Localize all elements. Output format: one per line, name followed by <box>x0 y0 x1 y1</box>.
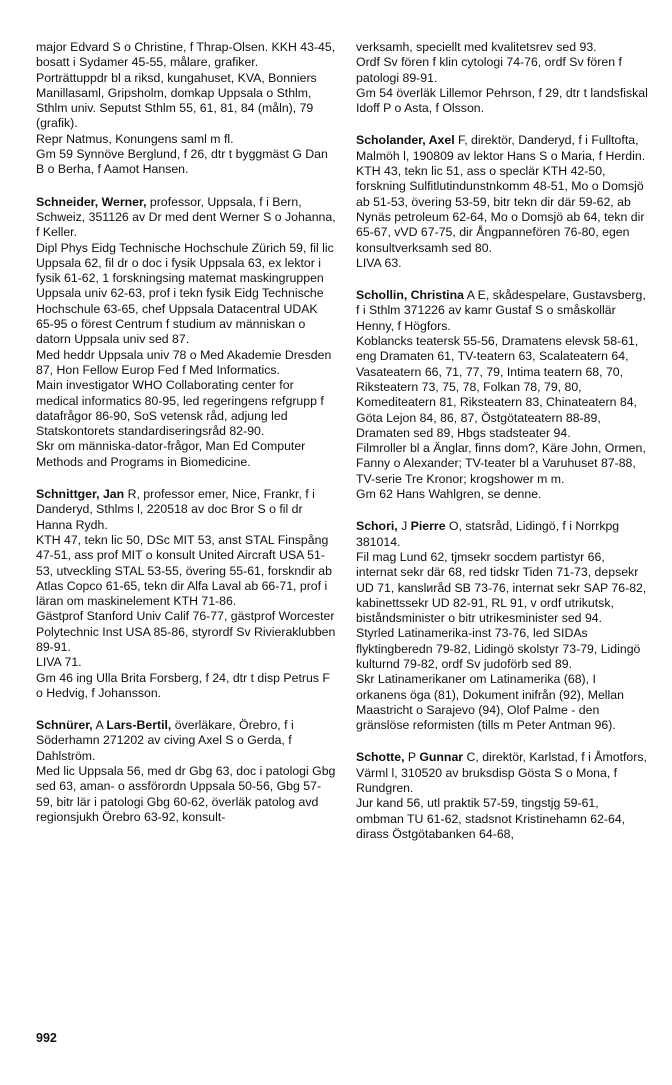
entry-name: Lars-Bertil, <box>106 718 172 733</box>
entry-name: Schnittger, Jan <box>36 487 125 502</box>
text-paragraph: Fil mag Lund 62, tjmsekr socdem partistyr 66, internat sekr där 68, red tidskr Tiden 71-73, depsekr UD 71, kanslиråd SB 73-76, internat sekr SAP 76-82, kabinettssekr UD 82-91, RL 91, v ordf utrikutsk, biståndsminister o bitr utrikesminister sed 94. <box>356 549 647 626</box>
text-paragraph: Repr Natmus, Konungens saml m fl. <box>36 131 234 146</box>
text-paragraph: Jur kand 56, utl praktik 57-59, tingstjg 59-61, ombman TU 61-62, stadsnot Kristinehamn 62-64, dirass Östgötabanken 64-68, <box>356 796 626 841</box>
entry-name: Schneider, Werner, <box>36 194 147 209</box>
page-number: 992 <box>36 1031 57 1045</box>
entry-name: Scholander, Axel <box>356 133 455 148</box>
entry-lead: F, direktör, Danderyd, f i Fulltofta, Malmöh l, 190809 av lektor Hans S o Maria, f Herdin. <box>356 133 646 163</box>
text-paragraph: verksamh, speciellt med kvalitetsrev sed 93. <box>356 40 597 54</box>
text-paragraph: Dipl Phys Eidg Technische Hochschule Zürich 59, fil lic Uppsala 62, fil dr o doc i fysik Uppsala 63, ex lektor i fysik 61-62, 1 forskningsing matemat maskingruppen Uppsala univ 62-63, prof i tekn fysik Eidg Technische Hochschule 63-65, chef Uppsala Datacentral UDAK 65-95 o förest Centrum f studium av människan o datorn Uppsala univ sed 87. <box>36 240 334 347</box>
text-paragraph: Ordf Sv fören f klin cytologi 74-76, ordf Sv fören f patologi 89-91. <box>356 55 622 85</box>
text-paragraph: Skr om människa-dator-frågor, Man Ed Computer Methods and Programs in Biomedicine. <box>36 439 306 469</box>
entry-heading <box>36 487 336 533</box>
text-paragraph: Filmroller bl a Änglar, finns dom?, Käre John, Ormen, Fanny o Alexander; TV-teater bl a Varuhuset 87-88, TV-serie Tre Kronor; krogshower m m. <box>356 441 646 486</box>
continuation-text <box>36 40 336 178</box>
entry-heading <box>36 718 336 764</box>
text-paragraph: Main investigator WHO Collaborating center for medical informatics 80-95, led regeringens refgrupp f datafrågor 86-90, SoS vetensk råd, adjung led Statskontorets standardiseringsråd 82-90. <box>36 378 324 439</box>
text-paragraph: major Edvard S o Christine, f Thrap-Olsen. KKH 43-45, bosatt i Sydamer 45-55, målare, grafiker. <box>36 40 336 70</box>
entry-heading <box>356 288 648 334</box>
entry-name-middle: A <box>92 718 107 733</box>
entry-lead: O, statsråd, Lidingö, f i Norrkpg 381014. <box>356 519 620 549</box>
entry-lead: C, direktör, Karlstad, f i Åmotfors, Värml l, 310520 av bruksdisp Gösta S o Mona, f Rundgren. <box>356 750 647 796</box>
entry-name-middle: P <box>404 750 420 765</box>
text-paragraph: KTH 47, tekn lic 50, DSc MIT 53, anst STAL Finspång 47-51, ass prof MIT o konsult United Aircraft USA 51-53, utveckling STAL 53-55, övering 55-61, forskndir ab Atlas Copco 61-65, tekn dir Alfa Laval ab 66-71, prof i läran om maskinelement KTH 71-86. <box>36 532 332 609</box>
continuation-text <box>356 40 648 116</box>
left-column <box>36 40 336 842</box>
text-paragraph: Gm 62 Hans Wahlgren, se denne. <box>356 487 542 502</box>
text-paragraph: Gästprof Stanford Univ Calif 76-77, gästprof Worcester Polytechnic Inst USA 85-86, styrordf Sv Rivieraklubben 89-91. <box>36 609 336 654</box>
entry-schollin <box>356 288 648 502</box>
entry-schori <box>356 519 648 733</box>
text-paragraph: Koblancks teatersk 55-56, Dramatens elevsk 58-61, eng Dramaten 61, TV-teatern 63, Scalateatern 64, Vasateatern 66, 71, 77, 79, Intima teatern 68, 70, Riksteatern 73, 75, 78, Folkan 78, 79, 80, Komediteatern 81, Riksteatern 83, Chinateatern 84, Göta Lejon 84, 86, 87, Östgötateatern 88-89, Dramaten sed 89, Hbgs stadsteater 94. <box>356 334 639 440</box>
entry-lead: A E, skådespelare, Gustavsberg, f i Sthlm 371226 av kamr Gustaf S o småskollär Henny, f Högfors. <box>356 288 646 333</box>
entry-scholander <box>356 133 648 271</box>
entry-lead: överläkare, Örebro, f i Söderhamn 271202 av civing Axel S o Gerda, f Dahlström. <box>36 718 294 763</box>
text-paragraph: Styrled Latinamerika-inst 73-76, led SIDAs flyktingberedn 79-82, Lidingö skolstyr 73-79, Lidingö kulturnd 79-82, ordf Sv judoförb sed 89. <box>356 626 641 671</box>
entry-heading <box>356 519 648 550</box>
text-paragraph: LIVA 71. <box>36 655 82 670</box>
entry-name: Pierre <box>410 519 446 534</box>
text-paragraph: Gm 46 ing Ulla Brita Forsberg, f 24, dtr t disp Petrus F o Hedvig, f Johansson. <box>36 670 330 700</box>
text-paragraph: LIVA 63. <box>356 255 402 270</box>
text-paragraph: Gm 59 Synnöve Berglund, f 26, dtr t byggmäst G Dan B o Berha, f Aamot Hansen. <box>36 147 328 177</box>
text-paragraph: KTH 43, tekn lic 51, ass o speclär KTH 42-50, forskning Sulfitlutindunstnkomm 48-51, Mo o Domsjö ab 51-53, övering 53-59, bitr tekn dir där 59-62, ab Nynäs petroleum 62-64, Mo o Domsjö ab 64, tekn dir 65-67, vVD 67-75, dir Ångpannefören 76-80, egen konsultverksamh sed 80. <box>356 164 645 255</box>
entry-heading <box>36 195 336 241</box>
right-column <box>356 40 648 859</box>
text-paragraph: Porträttuppdr bl a riksd, kungahuset, KVA, Bonniers Manillasaml, Gripsholm, domkap Uppsala o Sthlm, Sthlm univ. Seputst Sthlm 55, 61, 81, 84 (måln), 79 (grafik). <box>36 70 317 131</box>
entry-name-prefix: Schori, <box>356 519 398 534</box>
entry-schnurer <box>36 718 336 825</box>
entry-schotte <box>356 750 648 842</box>
entry-heading <box>356 750 648 796</box>
entry-name: Gunnar <box>419 750 464 765</box>
entry-schnittger <box>36 487 336 701</box>
text-paragraph: Med lic Uppsala 56, med dr Gbg 63, doc i patologi Gbg sed 63, aman- o assförordn Uppsala 50-56, Gbg 57-59, bitr lär i patologi Gbg 60-62, överläk patolog avd regionsjukh Örebro 63-92, konsult- <box>36 764 336 824</box>
text-paragraph: Gm 54 överläk Lillemor Pehrson, f 29, dtr t landsfiskal Idoff P o Asta, f Olsson. <box>356 85 648 116</box>
entry-schneider <box>36 195 336 470</box>
entry-heading <box>356 133 648 164</box>
entry-lead: professor, Uppsala, f i Bern, Schweiz, 351126 av Dr med dent Werner S o Johanna, f Keller. <box>36 194 336 240</box>
entry-name-middle: J <box>397 519 411 534</box>
entry-name: Schollin, Christina <box>356 288 464 303</box>
entry-lead: R, professor emer, Nice, Frankr, f i Danderyd, Sthlms l, 220518 av doc Bror S o fil dr Hanna Rydh. <box>36 487 315 532</box>
text-paragraph: Skr Latinamerikaner om Latinamerika (68), I orkanens öga (81), Dokument inifrån (92), Mellan Maastricht o Sarajevo (94), Olof Palme - den gränslöse reformisten (tills m Peter Antman 96). <box>356 672 624 733</box>
text-paragraph: Med heddr Uppsala univ 78 o Med Akademie Dresden 87, Hon Fellow Europ Fed f Med Informatics. <box>36 347 332 377</box>
entry-name-prefix: Schnürer, <box>36 718 93 733</box>
entry-name-prefix: Schotte, <box>356 750 405 765</box>
